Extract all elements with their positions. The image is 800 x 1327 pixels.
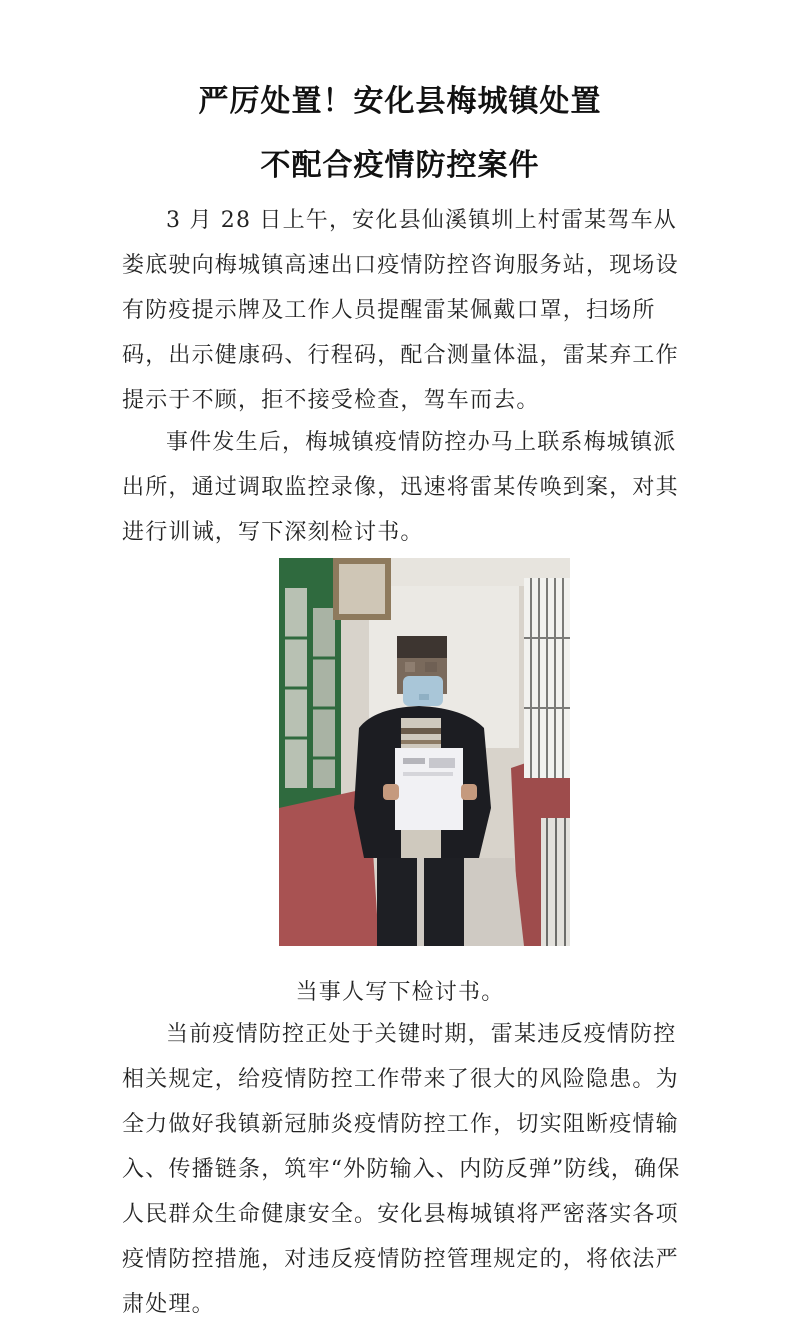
- paragraph-followup-text: 事件发生后，梅城镇疫情防控办马上联系梅城镇派出所，通过调取监控录像，迅速将雷某传唤到案，对其进行训诫，写下深刻检讨书。: [122, 430, 679, 545]
- paragraph-conclusion-text: 当前疫情防控正处于关键时期，雷某违反疫情防控相关规定，给疫情防控工作带来了很大的风险隐患。为全力做好我镇新冠肺炎疫情防控工作，切实阻断疫情输入、传播链条，筑牢“外防输入、内防反弹”防线，确保人民群众生命健康安全。安化县梅城镇将严密落实各项疫情防控措施，对违反疫情防控管理规定的，将依法严肃处理。: [122, 1022, 681, 1317]
- photo-caption: 当事人写下检讨书。: [295, 980, 505, 1005]
- paragraph-followup: [122, 420, 694, 555]
- article-photo: [279, 558, 570, 946]
- paragraph-incident-text: 3 月 28 日上午，安化县仙溪镇圳上村雷某驾车从娄底驶向梅城镇高速出口疫情防控咨询服务站，现场设有防疫提示牌及工作人员提醒雷某佩戴口罩，扫场所码，出示健康码、行程码，配合测量体温，雷某弃工作提示于不顾，拒不接受检查，驾车而去。: [122, 208, 679, 413]
- article-title-line-1: 严厉处置！安化县梅城镇处置: [198, 84, 602, 119]
- photo-illustration: [279, 558, 570, 946]
- paragraph-incident: [122, 198, 694, 423]
- paragraph-conclusion: [122, 1012, 694, 1327]
- article-title-line-2: 不配合疫情防控案件: [260, 148, 540, 183]
